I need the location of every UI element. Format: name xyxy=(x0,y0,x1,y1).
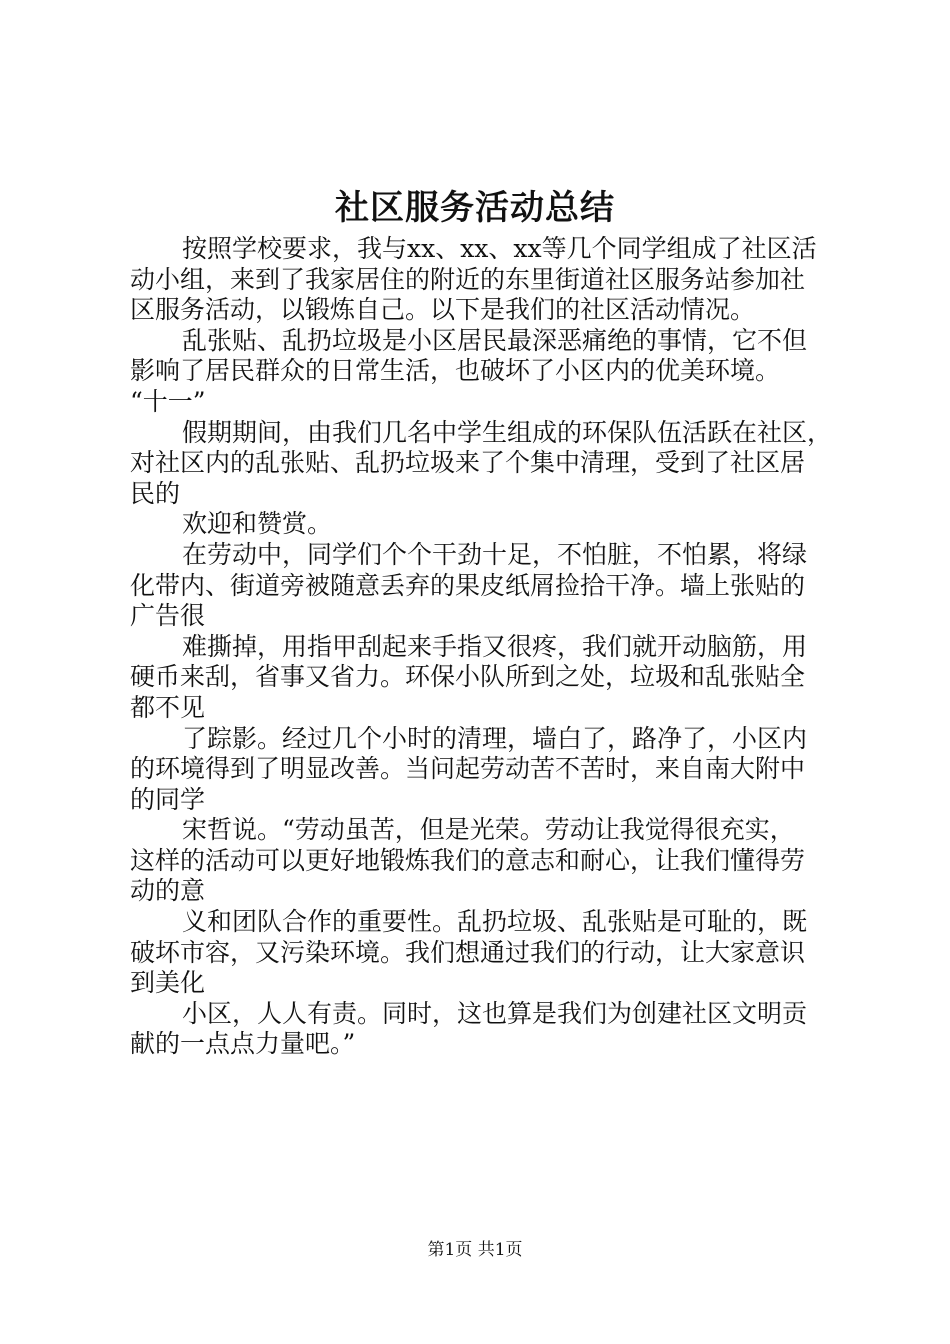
text-line: 影响了居民群众的日常生活，也破坏了小区内的优美环境。 xyxy=(130,356,781,386)
text-line: “十一” xyxy=(130,386,206,416)
text-line: 这样的活动可以更好地锻炼我们的意志和耐心，让我们懂得劳 xyxy=(130,845,806,875)
text-line: 难撕掉，用指甲刮起来手指又很疼，我们就开动脑筋，用 xyxy=(182,631,808,661)
text-line: 广告很 xyxy=(130,601,206,631)
text-line: 到美化 xyxy=(130,968,206,998)
text-line: 的环境得到了明显改善。当问起劳动苦不苦时，来自南大附中 xyxy=(130,754,806,784)
text-line: 对社区内的乱张贴、乱扔垃圾来了个集中清理，受到了社区居 xyxy=(130,448,806,478)
text-line: 按照学校要求，我与xx、xx、xx等几个同学组成了社区活 xyxy=(182,234,817,263)
text-line: 民的 xyxy=(130,478,181,508)
text-line: 破坏市容，又污染环境。我们想通过我们的行动，让大家意识 xyxy=(130,937,806,967)
page-footer: 第1页 共1页 xyxy=(427,1240,523,1260)
document-body xyxy=(130,234,832,1060)
text-line: 义和团队合作的重要性。乱扔垃圾、乱张贴是可耻的，既 xyxy=(182,907,808,937)
text-line: 都不见 xyxy=(130,692,206,722)
text-line: 献的一点点力量吧。” xyxy=(130,1029,356,1059)
document-title: 社区服务活动总结 xyxy=(335,188,615,228)
text-line: 假期期间，由我们几名中学生组成的环保队伍活跃在社区， xyxy=(182,417,833,447)
text-line: 动小组，来到了我家居住的附近的东里街道社区服务站参加社 xyxy=(130,264,806,294)
text-line: 欢迎和赞赏。 xyxy=(182,509,333,539)
text-line: 动的意 xyxy=(130,876,206,906)
text-line: 在劳动中，同学们个个干劲十足，不怕脏，不怕累，将绿 xyxy=(182,539,808,569)
text-line: 小区，人人有责。同时，这也算是我们为创建社区文明贡 xyxy=(182,998,808,1028)
text-line: 乱张贴、乱扔垃圾是小区居民最深恶痛绝的事情，它不但 xyxy=(182,325,808,355)
text-line: 宋哲说。“劳动虽苦，但是光荣。劳动让我觉得很充实， xyxy=(182,815,795,845)
text-line: 了踪影。经过几个小时的清理，墙白了，路净了，小区内 xyxy=(182,723,808,753)
text-line: 硬币来刮，省事又省力。环保小队所到之处，垃圾和乱张贴全 xyxy=(130,662,806,692)
text-line: 的同学 xyxy=(130,784,206,814)
text-line: 化带内、街道旁被随意丢弃的果皮纸屑捡拾干净。墙上张贴的 xyxy=(130,570,806,600)
text-line: 区服务活动，以锻炼自己。以下是我们的社区活动情况。 xyxy=(130,295,756,325)
